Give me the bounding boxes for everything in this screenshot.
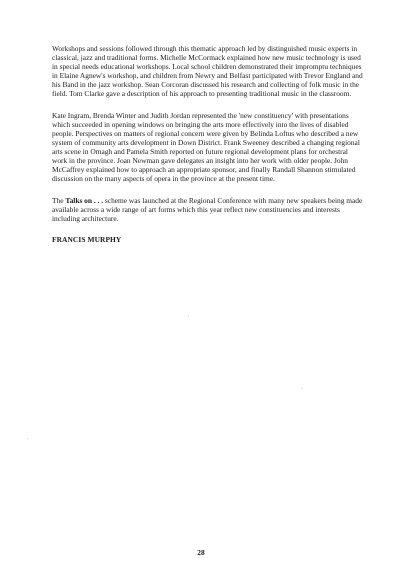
scan-speck bbox=[27, 438, 28, 439]
document-body bbox=[52, 44, 364, 244]
author-signature: FRANCIS MURPHY bbox=[52, 235, 122, 245]
talks-on-rest: scheme was launched at the Regional Conference with many new speakers being made available across a wide range of art forms which this year reflect new constituencies and interests including architecture. bbox=[52, 195, 363, 223]
paragraph-talks-on bbox=[52, 196, 364, 223]
page-number: 28 bbox=[197, 548, 205, 557]
scan-speck bbox=[188, 315, 189, 316]
talks-on-lead: The bbox=[52, 195, 66, 205]
paragraph-workshops: Workshops and sessions followed through this thematic approach led by distinguished music experts in classical, jazz and traditional forms. Michelle McCormack explained how new music technology is used in special needs educational workshops. Local school children demonstrated their impromptu techniques in Elaine Agnew's workshop, and children from Newry and Belfast participated with Trevor England and his Band in the jazz workshop. Sean Corcoran discussed his research and collecting of folk music in the field. Tom Clarke gave a description of his approach to presenting traditional music in the classroom. bbox=[52, 44, 363, 99]
scan-speck bbox=[301, 388, 302, 389]
talks-on-title: Talks on . . . bbox=[65, 195, 104, 205]
paragraph-new-constituency: Kate Ingram, Brenda Winter and Judith Jordan represented the 'new constituency' with presentations which succeeded in opening windows on bringing the arts more effectively into the lives of disabled people. Perspectives on matters of regional concern were given by Belinda Loftus who described a new system of community arts development in Down District. Frank Sweeney described a changing regional arts scene in Omagh and Pamela Smith reported on future regional development plans for orchestral work in the province. Joan Newman gave delegates an insight into her work with older people. John McCaffrey explained how to approach an appropriate sponsor, and finally Randall Shannon stimulated discussion on the many aspects of opera in the province at the present time. bbox=[52, 110, 360, 184]
